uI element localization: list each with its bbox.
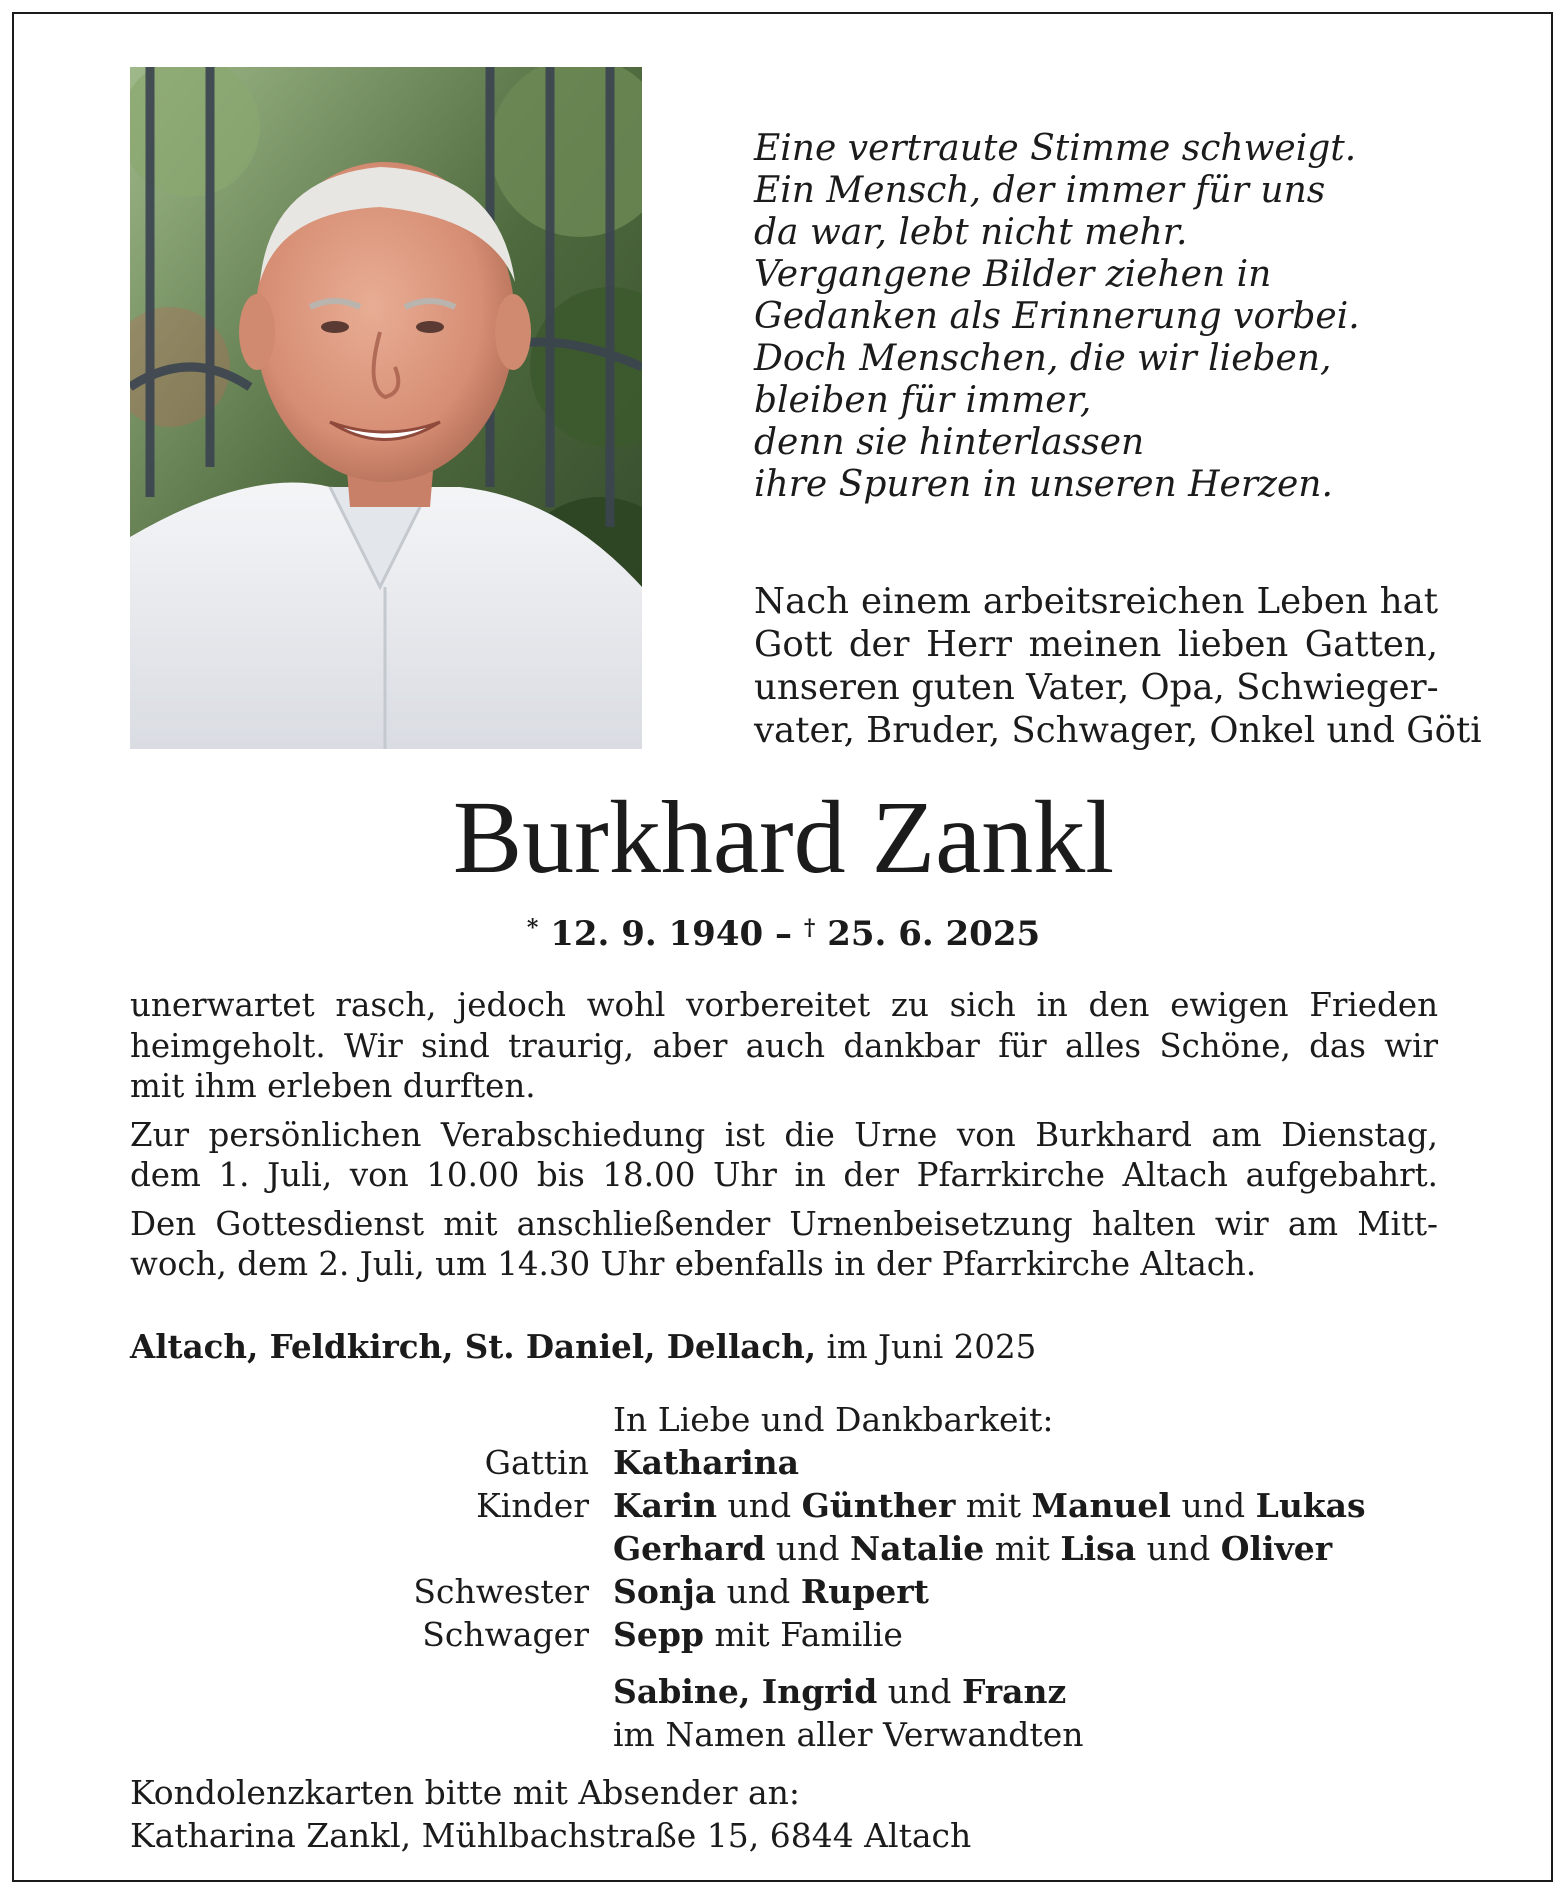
poem-line: Doch Menschen, die wir lieben, xyxy=(754,338,1332,379)
death-date: 25. 6. 2025 xyxy=(827,914,1041,954)
connector: mit xyxy=(965,1486,1022,1525)
paragraph xyxy=(130,1115,1438,1196)
family-member: Lisa xyxy=(1060,1529,1137,1568)
family-member: Sabine, Ingrid xyxy=(613,1672,878,1711)
deceased-name: Burkhard Zankl xyxy=(452,780,1115,895)
place-and-date xyxy=(130,1325,1036,1369)
family-row xyxy=(130,1484,1438,1527)
family-member: Katharina xyxy=(613,1443,799,1482)
condolence-address xyxy=(130,1771,971,1857)
body-line: woch, dem 2. Juli, um 14.30 Uhr ebenfalls in der Pfarrkirche Altach. xyxy=(130,1245,1257,1283)
address-line: Katharina Zankl, Mühlbachstraße 15, 6844 Altach xyxy=(130,1816,972,1855)
portrait-photo xyxy=(130,67,642,749)
poem-line: Gedanken als Erinnerung vorbei. xyxy=(754,296,1360,337)
connector: mit Familie xyxy=(714,1615,903,1654)
relation-label: Gattin xyxy=(484,1443,589,1482)
family-member: Natalie xyxy=(850,1529,985,1568)
address-line: Kondolenzkarten bitte mit Absender an: xyxy=(130,1773,801,1812)
intro-line: Nach einem arbeitsreichen Leben hat xyxy=(754,581,1438,622)
family-member: Günther xyxy=(801,1486,956,1525)
poem-line: da war, lebt nicht mehr. xyxy=(754,212,1188,253)
connector: und xyxy=(1146,1529,1211,1568)
intro-line: unseren guten Vater, Opa, Schwieger- xyxy=(754,667,1439,708)
family-member: Karin xyxy=(613,1486,717,1525)
portrait-illustration xyxy=(130,67,642,749)
family-row xyxy=(130,1670,1438,1713)
body-line: mit ihm erleben durften. xyxy=(130,1067,536,1105)
family-member: Sepp xyxy=(613,1615,704,1654)
connector: und xyxy=(726,1572,791,1611)
connector: und xyxy=(775,1529,840,1568)
poem-line: Vergangene Bilder ziehen in xyxy=(754,254,1272,295)
relation-label: Schwager xyxy=(422,1615,589,1654)
paragraph xyxy=(130,985,1438,1107)
family-member: Lukas xyxy=(1255,1486,1366,1525)
body-line: unerwartet rasch, jedoch wohl vorbereitet zu sich in den ewigen Frieden xyxy=(130,986,1438,1024)
death-symbol: † xyxy=(803,915,816,941)
body-line: heimgeholt. Wir sind traurig, aber auch dankbar für alles Schöne, das wir xyxy=(130,1026,1438,1065)
poem-line: denn sie hinterlassen xyxy=(754,422,1145,463)
intro-line: Gott der Herr meinen lieben Gatten, xyxy=(754,624,1438,665)
intro-line: vater, Bruder, Schwager, Onkel und Göti xyxy=(754,710,1482,751)
family-member: Gerhard xyxy=(613,1529,766,1568)
family-member: Rupert xyxy=(800,1572,929,1611)
towns: Altach, Feldkirch, St. Daniel, Dellach, xyxy=(130,1327,817,1366)
family-list xyxy=(130,1398,1438,1756)
paragraph xyxy=(130,1204,1438,1285)
poem-line: Ein Mensch, der immer für uns xyxy=(754,170,1326,211)
family-heading: In Liebe und Dankbarkeit: xyxy=(613,1400,1054,1439)
poem xyxy=(754,128,1514,506)
connector: mit xyxy=(994,1529,1050,1568)
birth-symbol: * xyxy=(526,915,539,941)
family-member: Sonja xyxy=(613,1572,717,1611)
announcement-body xyxy=(130,985,1438,1293)
poem-line: Eine vertraute Stimme schweigt. xyxy=(754,128,1357,169)
family-row xyxy=(130,1398,1438,1441)
relation-label: Schwester xyxy=(413,1572,589,1611)
body-line: Zur persönlichen Verabschiedung ist die Urne von Burkhard am Dienstag, xyxy=(130,1115,1438,1154)
relation-label: Kinder xyxy=(476,1486,589,1525)
body-line: Den Gottesdienst mit anschließender Urnenbeisetzung halten wir am Mitt- xyxy=(130,1204,1438,1243)
family-row xyxy=(130,1613,1438,1656)
body-line: dem 1. Juli, von 10.00 bis 18.00 Uhr in der Pfarrkirche Altach aufgebahrt. xyxy=(130,1156,1438,1194)
intro-text xyxy=(754,580,1482,752)
connector: und xyxy=(887,1672,952,1711)
family-member: Oliver xyxy=(1220,1529,1333,1568)
life-dates xyxy=(0,906,1567,956)
family-row xyxy=(130,1527,1438,1570)
family-member: Franz xyxy=(961,1672,1067,1711)
family-row xyxy=(130,1570,1438,1613)
connector: und xyxy=(1181,1486,1246,1525)
relatives-note: im Namen aller Verwandten xyxy=(613,1715,1084,1754)
family-row xyxy=(130,1441,1438,1484)
month-year: im Juni 2025 xyxy=(826,1328,1037,1366)
date-separator: – xyxy=(775,914,792,954)
poem-line: bleiben für immer, xyxy=(754,380,1092,421)
family-row xyxy=(130,1713,1438,1756)
family-member: Manuel xyxy=(1031,1486,1171,1525)
connector: und xyxy=(727,1486,792,1525)
poem-line: ihre Spuren in unseren Herzen. xyxy=(754,464,1333,505)
birth-date: 12. 9. 1940 xyxy=(550,914,764,954)
